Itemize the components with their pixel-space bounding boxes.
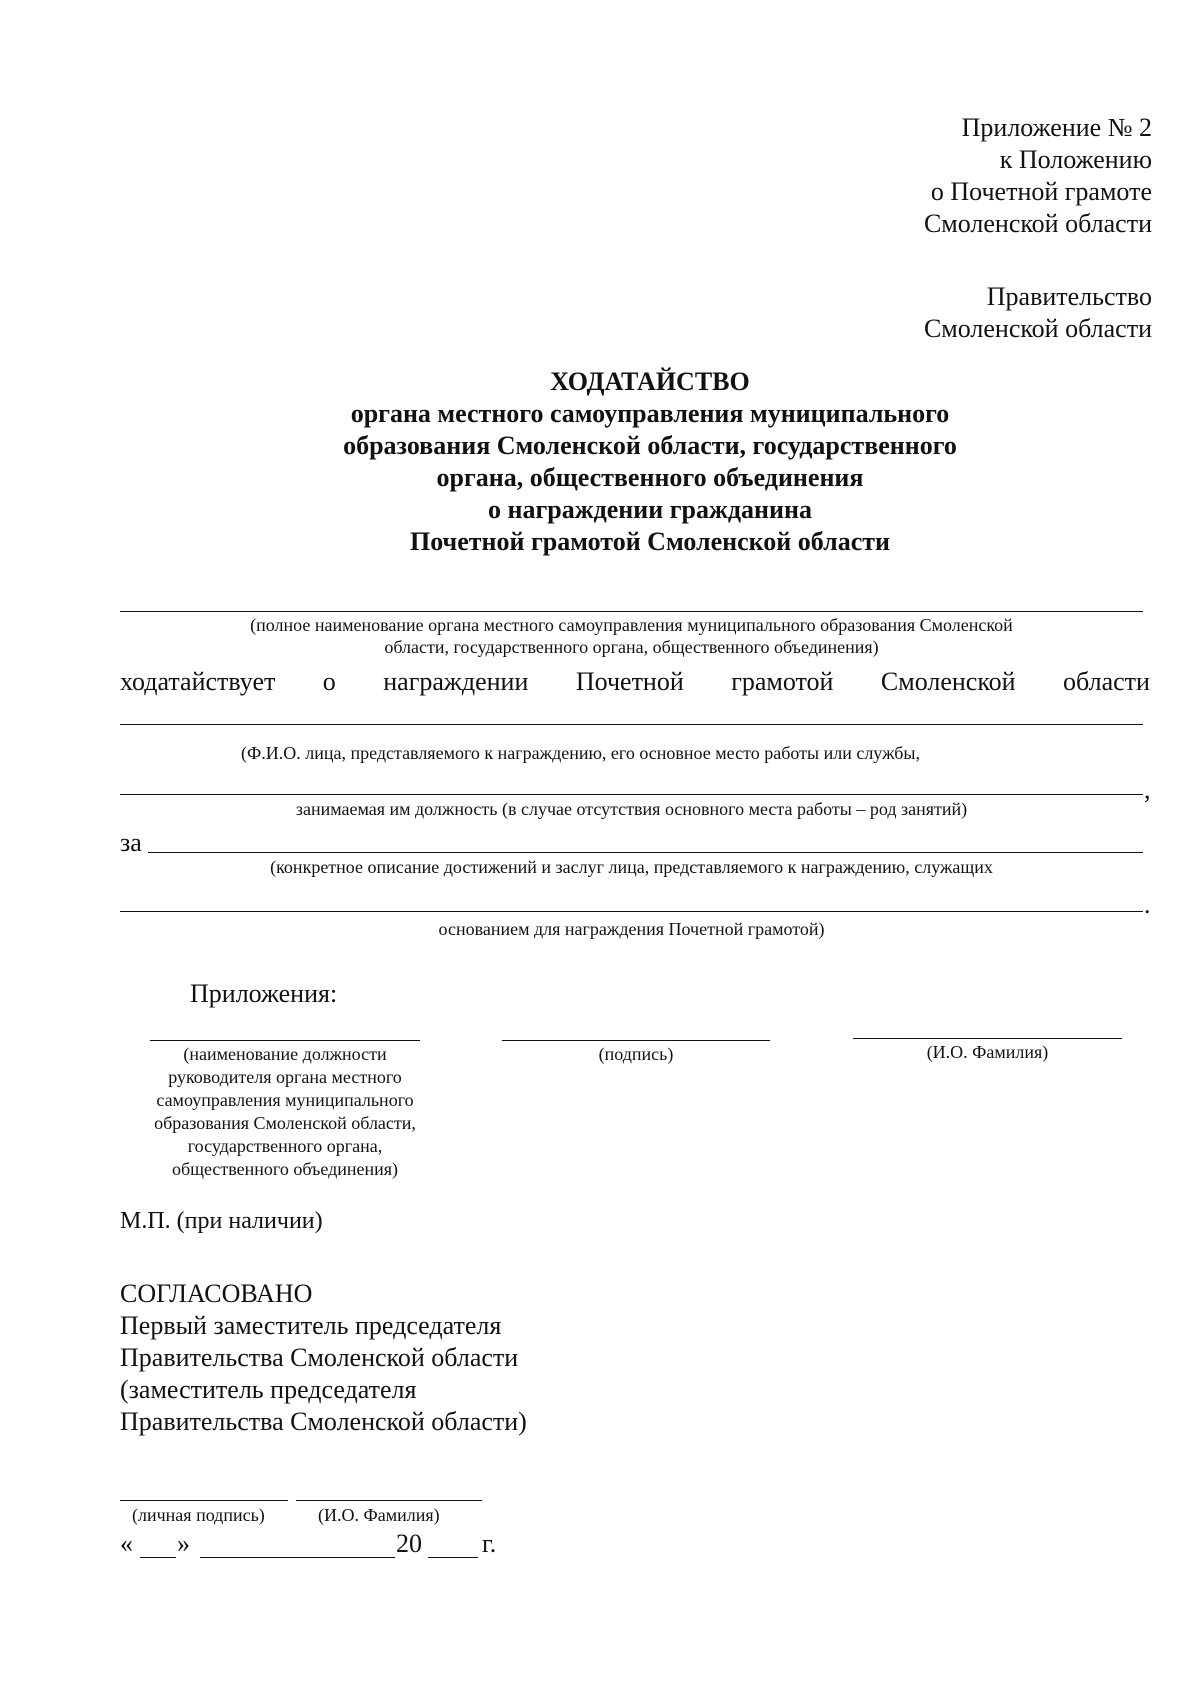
petition-word: ходатайствует: [120, 667, 276, 696]
date-month-field[interactable]: [200, 1557, 395, 1558]
position-caption-line: общественного объединения): [171, 1159, 399, 1179]
petition-word: о: [322, 667, 336, 696]
document-title: [250, 366, 1050, 558]
appendix-line: Смоленской области: [923, 209, 1152, 238]
title-sub-line: о награждении гражданина: [488, 495, 812, 524]
appendix-line: Приложение № 2: [961, 113, 1152, 142]
position-caption-line: (наименование должности: [183, 1044, 387, 1064]
approval-line: Правительства Смоленской области: [120, 1343, 519, 1372]
appendix-reference: [924, 112, 1152, 240]
title-main: ХОДАТАЙСТВО: [550, 367, 750, 396]
name-field[interactable]: [853, 1038, 1122, 1039]
position-signature-field[interactable]: [150, 1040, 420, 1041]
title-sub-line: образования Смоленской области, государственного: [343, 431, 957, 460]
year-suffix: г.: [482, 1529, 497, 1558]
year-prefix: 20: [396, 1529, 422, 1558]
date-open-quote: «: [120, 1529, 133, 1558]
appendix-line: к Положению: [999, 145, 1152, 174]
approval-line: Первый заместитель председателя: [120, 1311, 502, 1340]
caption-line: области, государственного органа, общественного объединения): [384, 637, 879, 657]
petition-word: Почетной: [575, 667, 684, 696]
approval-line: (заместитель председателя: [120, 1375, 417, 1404]
attachments-label: Приложения:: [190, 979, 338, 1008]
date-day-field[interactable]: [140, 1557, 176, 1558]
appendix-line: о Почетной грамоте: [930, 177, 1152, 206]
position-caption-line: самоуправления муниципального: [156, 1090, 414, 1110]
signature-caption: (подпись): [598, 1044, 674, 1064]
signature-field[interactable]: [502, 1040, 770, 1041]
position-caption-block: [128, 1043, 442, 1181]
approval-block: [120, 1278, 527, 1438]
achievements-caption: (конкретное описание достижений и заслуг лица, представляемого к награждению, служащих: [270, 857, 993, 877]
seal-note: М.П. (при наличии): [120, 1208, 323, 1234]
personal-signature-field[interactable]: [120, 1500, 288, 1501]
comma-mark: ,: [1144, 775, 1151, 804]
position-caption: занимаемая им должность (в случае отсутствия основного места работы – род занятий): [295, 799, 968, 819]
date-close-quote: »: [177, 1529, 190, 1558]
petition-word: грамотой: [731, 667, 834, 696]
addressee-line: Смоленской области: [923, 314, 1152, 343]
position-caption-line: государственного органа,: [187, 1136, 383, 1156]
caption-line: (полное наименование органа местного самоуправления муниципального образования Смоленской: [250, 615, 1013, 635]
personal-signature-caption: (личная подпись): [132, 1505, 265, 1525]
position-caption-line: руководителя органа местного: [168, 1067, 402, 1087]
addressee-line: Правительство: [986, 282, 1152, 311]
achievements-continuation-field[interactable]: [120, 911, 1143, 912]
title-sub-line: Почетной грамотой Смоленской области: [410, 527, 890, 556]
petition-line: [120, 666, 1150, 698]
name-caption: (И.О. Фамилия): [926, 1042, 1049, 1062]
date-year-field[interactable]: [428, 1557, 478, 1558]
organization-name-field[interactable]: [120, 611, 1143, 612]
nominee-position-field[interactable]: [120, 794, 1143, 795]
approver-name-caption: (И.О. Фамилия): [318, 1505, 440, 1525]
title-sub-line: органа, общественного объединения: [436, 463, 864, 492]
petition-word: Смоленской: [880, 667, 1016, 696]
title-sub-line: органа местного самоуправления муниципального: [350, 399, 950, 428]
approval-line: Правительства Смоленской области): [120, 1407, 527, 1436]
achievements-field[interactable]: [148, 852, 1143, 853]
organization-name-caption: [120, 614, 1143, 658]
approval-heading: СОГЛАСОВАНО: [120, 1279, 313, 1308]
addressee: [924, 281, 1152, 345]
nominee-name-field[interactable]: [120, 724, 1143, 725]
period-mark: .: [1144, 890, 1151, 919]
petition-word: области: [1063, 667, 1150, 696]
approver-name-field[interactable]: [296, 1500, 482, 1501]
position-caption-line: образования Смоленской области,: [154, 1113, 416, 1133]
petition-word: награждении: [383, 667, 529, 696]
basis-caption: основанием для награждения Почетной грамотой): [438, 919, 825, 939]
nominee-caption: (Ф.И.О. лица, представляемого к награждению, его основное место работы или службы,: [241, 743, 921, 763]
za-label: за: [120, 828, 142, 857]
